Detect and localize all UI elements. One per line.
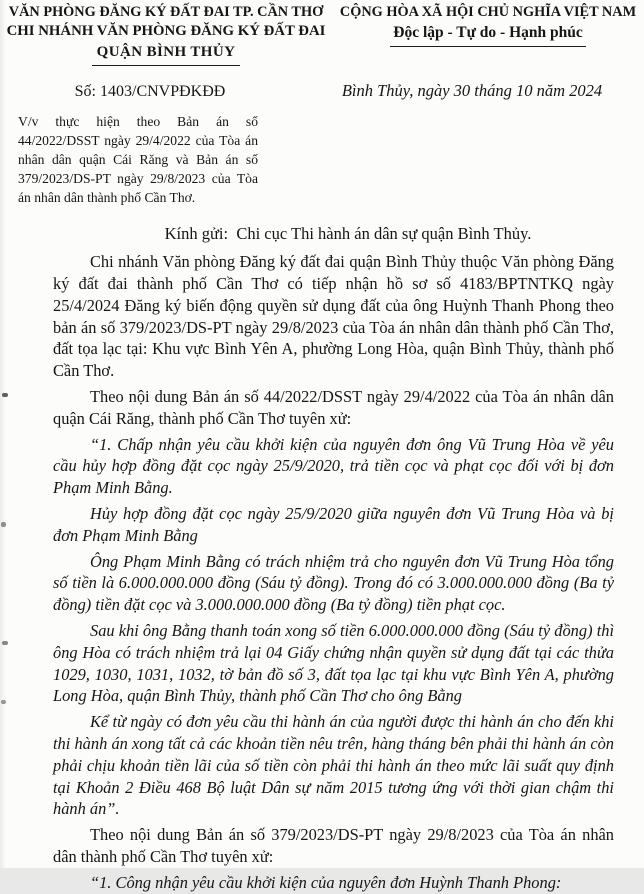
body-paragraph: Chi nhánh Văn phòng Đăng ký đất đai quận Bình Thủy thuộc Văn phòng Đăng ký đất đai thành phố Cần Thơ có tiếp nhận hồ sơ số 4183/BPTNTKQ ngày 25/4/2024 Đăng ký biến động quyền sử dụng đất của ông Huỳnh Thanh Phong theo bản án số 379/2023/DS-PT ngày 29/8/2023 của Tòa án nhân dân thành phố Cần Thơ, đất tọa lạc tại: Khu vực Bình Yên A, phường Long Hòa, quận Bình Thủy, thành phố Cần Thơ.: [53, 252, 614, 381]
national-motto-line1: CỘNG HÒA XÃ HỘI CHỦ NGHĨA VIỆT NAM: [339, 4, 637, 20]
scan-edge-shadow: [0, 0, 6, 868]
letterhead: [0, 0, 644, 66]
body-paragraph: Theo nội dung Bản án số 44/2022/DSST ngày 29/4/2022 của Tòa án nhân dân quận Cái Răng, thành phố Cần Thơ tuyên xử:: [53, 386, 614, 428]
scan-artifact: [1, 700, 6, 704]
body-paragraph-quote: Kể từ ngày có đơn yêu cầu thi hành án của người được thi hành án cho đến khi thi hành án xong tất cả các khoản tiền nêu trên, hàng tháng bên phải thi hành án còn phải chịu khoản tiền lãi của số tiền còn phải thi hành án theo mức lãi suất quy định tại Khoản 2 Điều 468 Bộ luật Dân sự năm 2015 tương ứng với thời gian chậm thi hành án”.: [53, 712, 614, 819]
issuer-district: QUẬN BÌNH THỦY: [92, 43, 241, 66]
body-paragraph-quote: Ông Phạm Minh Bằng có trách nhiệm trả cho nguyên đơn Vũ Trung Hòa tổng số tiền là 6.000.000.000 đồng (Sáu tỷ đồng). Trong đó có 3.000.000.000 đồng (Ba tỷ đồng) tiền đặt cọc và 3.000.000.000 đồng (Ba tỷ đồng) tiền phạt cọc.: [53, 551, 614, 615]
issuer-agency-name: CHI NHÁNH VĂN PHÒNG ĐĂNG KÝ ĐẤT ĐAI: [6, 22, 326, 39]
body-paragraph-quote: “1. Công nhận yêu cầu khởi kiện của nguyên đơn Huỳnh Thanh Phong:: [90, 872, 562, 892]
national-motto-line2: Độc lập - Tự do - Hạnh phúc: [390, 23, 585, 47]
place-and-date: Bình Thủy, ngày 30 tháng 10 năm 2024: [341, 81, 603, 101]
issuing-agency-block: [0, 3, 332, 66]
doc-meta-row: [0, 81, 644, 101]
body-paragraph-quote: Hủy hợp đồng đặt cọc ngày 25/9/2020 giữa nguyên đơn Vũ Trung Hòa và bị đơn Phạm Minh Bằng: [53, 503, 614, 545]
issuer-parent-agency: VĂN PHÒNG ĐĂNG KÝ ĐẤT ĐAI TP. CẦN THƠ: [8, 4, 324, 20]
scan-artifact: [1, 522, 6, 527]
subject-line: V/v thực hiện theo Bản án số 44/2022/DSST ngày 29/4/2022 của Tòa án nhân dân quận Cái Răng và Bản án số 379/2023/DS-PT ngày 29/8/2023 của Tòa án nhân dân thành phố Cần Thơ.: [18, 114, 258, 206]
scan-artifact: [2, 641, 8, 645]
body-paragraph-quote: Sau khi ông Bằng thanh toán xong số tiền 6.000.000.000 đồng (Sáu tỷ đồng) thì ông Hòa có trách nhiệm trả lại 04 Giấy chứng nhận quyền sử dụng đất tại các thửa 1029, 1030, 1031, 1032, tờ bản đồ số 3, đất tọa lạc tại khu vực Bình Yên A, phường Long Hòa, quận Bình Thủy, thành phố Cần Thơ cho ông Bằng: [53, 620, 614, 706]
body-paragraph-quote: “1. Chấp nhận yêu cầu khởi kiện của nguyên đơn ông Vũ Trung Hòa về yêu cầu hủy hợp đồng đặt cọc ngày 25/9/2020, trả tiền cọc và phạt cọc đối với bị đơn Phạm Minh Bằng.: [53, 434, 614, 498]
scan-artifact: [2, 393, 8, 397]
body-paragraph: Theo nội dung Bản án số 379/2023/DS-PT ngày 29/8/2023 của Tòa án nhân dân thành phố Cần Thơ tuyên xử:: [53, 825, 614, 866]
recipient-line: Kính gửi: Chi cục Thi hành án dân sự quận Bình Thủy.: [164, 224, 532, 244]
document-number: Số: 1403/CNVPĐKĐĐ: [74, 83, 226, 101]
national-header-block: [332, 3, 644, 66]
letter-body: [53, 251, 614, 893]
